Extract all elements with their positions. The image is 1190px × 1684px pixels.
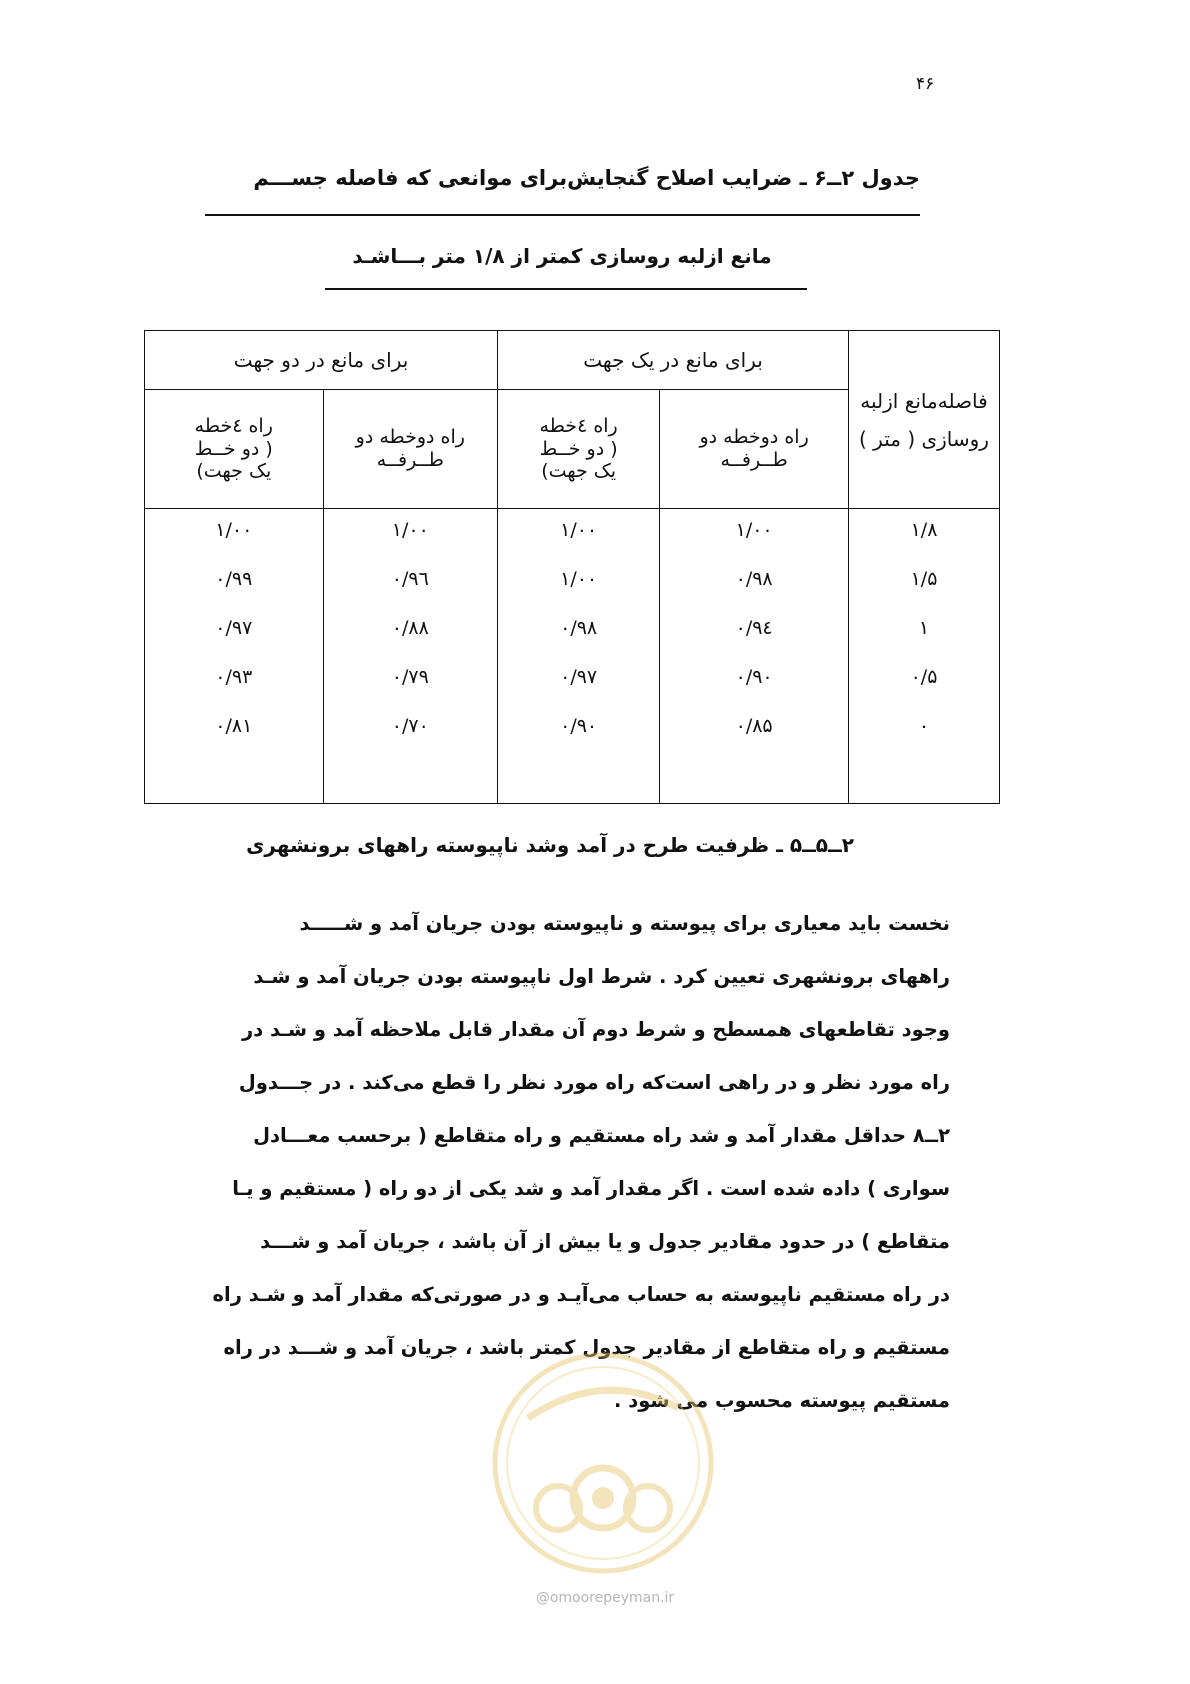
table-cell: ۰/۹۸ [735, 568, 773, 590]
table-body-row [145, 509, 1000, 804]
table-cell: ۰/۵ [910, 666, 938, 688]
table-title: جدول ۲ــ۶ ـ ضرایب اصلاح گنجایش‌برای موانعی که فاصله جســـم [253, 166, 920, 190]
body-line: متقاطع ) در حدود مقادیر جدول و یا بیش از آن باشد ، جریان آمد و شـــد [260, 1230, 950, 1253]
header-one-side: برای مانع در یک جهت [498, 331, 849, 390]
table-cell: ۰/۹۷ [560, 666, 598, 688]
table-cell: ۱/۰۰ [560, 519, 598, 541]
body-line: ۲ــ۸ حداقل مقدار آمد و شد راه مستقیم و راه متقاطع ( برحسب معـــادل [253, 1124, 950, 1147]
column-one-side-4lane [498, 509, 660, 804]
table-subtitle: مانع ازلبه روسازی کمتر از ۱/۸ متر بـــاشـد [352, 244, 772, 268]
body-line: مستقیم پیوسته محسوب می شود . [614, 1389, 950, 1412]
table-cell: ۰/۷۹ [391, 666, 429, 688]
header-two-sides-4lane: راه ٤خطه ( دو خــط یک جهت) [145, 390, 324, 509]
body-line: وجود تقاطعهای همسطح و شرط دوم آن مقدار قابل ملاحظه آمد و شـد در [241, 1018, 950, 1041]
table-cell: ۱/۰۰ [560, 568, 598, 590]
header-one-side-4lane: راه ٤خطه ( دو خــط یک جهت) [498, 390, 660, 509]
table-cell: ۰/۸۸ [391, 617, 429, 639]
table-cell: ۰/۹۳ [215, 666, 253, 688]
section-heading: ۲ــ۵ــ۵ ـ ظرفیت طرح در آمد وشد ناپیوسته راههای برونشهری [246, 833, 854, 857]
column-two-sides-2lane [323, 509, 497, 804]
table-cell: ۱/۵ [910, 568, 938, 590]
table-cell: ۰/۷۰ [391, 715, 429, 737]
table-cell: ۰/۹۰ [735, 666, 773, 688]
header-one-side-2lane: راه دوخطه دو طــرفــه [660, 390, 849, 509]
column-two-sides-4lane [145, 509, 324, 804]
column-one-side-2lane [660, 509, 849, 804]
table-cell: ۰/۹٤ [735, 617, 773, 639]
table-cell: ۰ [918, 715, 930, 737]
header-two-sides-2lane: راه دوخطه دو طــرفــه [323, 390, 497, 509]
body-line: نخست باید معیاری برای پیوسته و ناپیوسته بودن جریان آمد و شـــــد [299, 912, 950, 935]
table-cell: ۰/۹۸ [560, 617, 598, 639]
table-cell: ۰/۹۹ [215, 568, 253, 590]
column-distance [849, 509, 1000, 804]
table-cell: ۰/۹٦ [391, 568, 429, 590]
table-cell: ۱/۸ [910, 519, 938, 541]
table-cell: ۱/۰۰ [735, 519, 773, 541]
watermark-logo-icon [488, 1348, 718, 1578]
table-cell: ۰/۸۱ [215, 715, 253, 737]
header-distance: فاصله‌مانع ازلبه روسازی ( متر ) [849, 331, 1000, 509]
table-cell: ۱/۰۰ [391, 519, 429, 541]
table-cell: ۱ [918, 617, 930, 639]
table-cell: ۱/۰۰ [215, 519, 253, 541]
table-cell: ۰/۹۷ [215, 617, 253, 639]
correction-factor-table [144, 330, 1000, 804]
body-line: در راه مستقیم ناپیوسته به حساب می‌آیـد و در صورتی‌که مقدار آمد و شـد راه [212, 1283, 950, 1306]
body-line: سواری ) داده شده است . اگر مقدار آمد و شد یکی از دو راه ( مستقیم و یـا [232, 1177, 950, 1200]
watermark-url: @omoorepeyman.ir [535, 1590, 675, 1606]
header-two-sides: برای مانع در دو جهت [145, 331, 498, 390]
page-number: ۴۶ [916, 74, 935, 94]
body-line: راههای برونشهری تعیین کرد . شرط اول ناپیوسته بودن جریان آمد و شـد [253, 965, 950, 988]
subtitle-underline [325, 288, 807, 290]
body-line: مستقیم و راه متقاطع از مقادیر جدول کمتر باشد ، جریان آمد و شـــد در راه [223, 1336, 950, 1359]
table-cell: ۰/۹۰ [560, 715, 598, 737]
title-underline [205, 214, 920, 216]
table-cell: ۰/۸۵ [735, 715, 773, 737]
body-line: راه مورد نظر و در راهی است‌که راه مورد نظر را قطع می‌کند . در جـــدول [238, 1071, 950, 1094]
